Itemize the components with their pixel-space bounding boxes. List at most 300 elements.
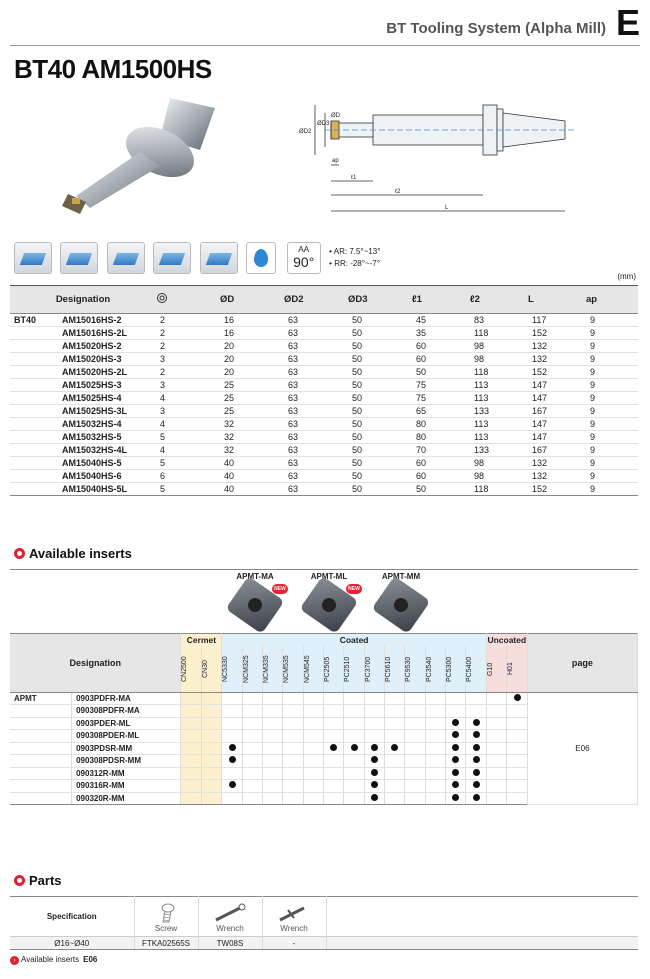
row-cell: 9 [586, 418, 638, 431]
grade-header: PC5610 [385, 646, 405, 693]
grade-cell [324, 767, 344, 780]
row-cell: 63 [284, 431, 348, 444]
availability-dot-icon [330, 744, 337, 751]
insert-designation: 090312R-MM [72, 767, 181, 780]
grade-cell [466, 692, 486, 705]
spec-body [10, 314, 638, 496]
row-cell: 3 [156, 379, 220, 392]
grade-cell [364, 692, 384, 705]
row-group [10, 418, 58, 431]
grade-cell [507, 792, 527, 805]
grade-cell [201, 717, 221, 730]
page-title: BT40 AM1500HS [14, 54, 212, 84]
grade-cell [242, 780, 262, 793]
grade-cell [466, 730, 486, 743]
grade-cell [283, 717, 303, 730]
grade-cell [446, 755, 466, 768]
row-cell: 9 [586, 327, 638, 340]
row-designation: AM15032HS-4L [58, 444, 156, 457]
insert-designation: 0903PDFR-MA [72, 692, 181, 705]
row-cell: 9 [586, 392, 638, 405]
table-row [10, 392, 638, 405]
grade-cell [486, 717, 506, 730]
grade-cell [283, 755, 303, 768]
row-cell: 132 [528, 457, 586, 470]
grade-cell [222, 717, 242, 730]
grade-cell [466, 705, 486, 718]
row-group [10, 444, 58, 457]
row-cell: 50 [348, 444, 412, 457]
row-cell: 32 [220, 444, 284, 457]
col-d2: ØD2 [284, 286, 348, 314]
row-cell: 50 [348, 327, 412, 340]
grade-cell [466, 755, 486, 768]
row-cell: 50 [348, 470, 412, 483]
row-cell: 50 [348, 457, 412, 470]
table-row [10, 327, 638, 340]
cat-uncoated: Uncoated [487, 634, 527, 645]
grade-cell [425, 730, 445, 743]
row-cell: 63 [284, 392, 348, 405]
row-cell: 60 [412, 353, 470, 366]
grade-cell [344, 780, 364, 793]
grade-cell [222, 792, 242, 805]
row-cell: 98 [470, 470, 528, 483]
row-cell: 83 [470, 314, 528, 327]
section-title: BT Tooling System (Alpha Mill) [386, 20, 606, 37]
grade-cell [181, 792, 201, 805]
grade-cell [364, 717, 384, 730]
row-designation: AM15016HS-2 [58, 314, 156, 327]
row-cell: 2 [156, 340, 220, 353]
row-designation: AM15020HS-3 [58, 353, 156, 366]
grade-cell [446, 717, 466, 730]
row-cell: 2 [156, 314, 220, 327]
grade-cell [263, 755, 283, 768]
row-cell: 167 [528, 405, 586, 418]
grade-cell [405, 767, 425, 780]
axial-rake: • AR: 7.5°~13° [329, 247, 381, 256]
availability-dot-icon [473, 731, 480, 738]
availability-dot-icon [391, 744, 398, 751]
grade-cell [425, 717, 445, 730]
grade-cell [385, 767, 405, 780]
grade-header: PC3700 [364, 646, 384, 693]
row-cell: 63 [284, 405, 348, 418]
grade-cell [344, 717, 364, 730]
grade-cell [507, 742, 527, 755]
grade-cell [385, 705, 405, 718]
row-cell: 132 [528, 353, 586, 366]
grade-cell [324, 742, 344, 755]
row-cell: 20 [220, 353, 284, 366]
grade-cell [181, 730, 201, 743]
grade-cell [181, 705, 201, 718]
grade-cell [324, 792, 344, 805]
grade-cell [222, 730, 242, 743]
grade-cell [466, 767, 486, 780]
row-cell: 60 [412, 340, 470, 353]
grade-header: NCM335 [263, 646, 283, 693]
availability-dot-icon [371, 769, 378, 776]
grade-cell [222, 705, 242, 718]
slotting-icon [107, 242, 145, 274]
table-row [10, 692, 638, 705]
grade-cell [344, 755, 364, 768]
row-designation: AM15040HS-5L [58, 483, 156, 496]
grade-header: G10 [486, 646, 506, 693]
grade-cell [466, 780, 486, 793]
row-cell: 40 [220, 470, 284, 483]
row-cell: 80 [412, 431, 470, 444]
grade-cell [283, 792, 303, 805]
grade-cell [344, 730, 364, 743]
grade-cell [466, 742, 486, 755]
grade-cell [283, 730, 303, 743]
label-ap: ap [332, 158, 339, 164]
grade-cell [405, 705, 425, 718]
parts-spec-value: Ø16~Ø40 [10, 937, 134, 950]
row-cell: 133 [470, 444, 528, 457]
row-cell: 9 [586, 405, 638, 418]
table-row [10, 457, 638, 470]
row-cell: 147 [528, 418, 586, 431]
grade-cell [425, 792, 445, 805]
row-cell: 25 [220, 392, 284, 405]
grade-cell [242, 692, 262, 705]
row-group [10, 792, 72, 805]
label-d2: ØD2 [299, 129, 312, 135]
row-cell: 98 [470, 353, 528, 366]
grade-header: H01 [507, 646, 527, 693]
grade-cell [446, 767, 466, 780]
row-cell: 113 [470, 418, 528, 431]
row-cell: 75 [412, 392, 470, 405]
inserts-section-title: Available inserts [14, 546, 132, 561]
row-cell: 113 [470, 431, 528, 444]
grade-cell [364, 792, 384, 805]
coolant-drop-icon [246, 242, 276, 274]
page-header [0, 0, 650, 48]
insert-designation: 0903PDSR-MM [72, 742, 181, 755]
availability-dot-icon [452, 794, 459, 801]
wrench-icon [210, 902, 250, 924]
face-milling-icon [14, 242, 52, 274]
grade-cell [242, 767, 262, 780]
row-cell: 63 [284, 457, 348, 470]
insert-designation: 090320R-MM [72, 792, 181, 805]
table-row [10, 353, 638, 366]
row-cell: 4 [156, 444, 220, 457]
availability-dot-icon [371, 794, 378, 801]
table-row [10, 340, 638, 353]
grade-cell [242, 755, 262, 768]
grade-cell [405, 692, 425, 705]
availability-dot-icon [371, 781, 378, 788]
grade-cell [201, 792, 221, 805]
grade-cell [446, 742, 466, 755]
parts-section-title: Parts [14, 873, 62, 888]
col-d3: ØD3 [348, 286, 412, 314]
row-cell: 75 [412, 379, 470, 392]
row-cell: 3 [156, 353, 220, 366]
row-cell: 117 [528, 314, 586, 327]
grade-cell [263, 692, 283, 705]
insert-images [10, 569, 638, 633]
row-group: BT40 [10, 314, 58, 327]
row-group [10, 327, 58, 340]
row-cell: 2 [156, 327, 220, 340]
grade-cell [242, 792, 262, 805]
availability-dot-icon [452, 731, 459, 738]
grade-cell [486, 692, 506, 705]
grade-cell [242, 717, 262, 730]
availability-dot-icon [371, 756, 378, 763]
grade-cell [222, 767, 242, 780]
ramping-icon [153, 242, 191, 274]
row-cell: 25 [220, 405, 284, 418]
grade-cell [263, 780, 283, 793]
grade-header: PC5400 [466, 646, 486, 693]
row-cell: 9 [586, 366, 638, 379]
row-group [10, 431, 58, 444]
row-cell: 132 [528, 470, 586, 483]
row-cell: 3 [156, 405, 220, 418]
grade-header: PC5300 [446, 646, 466, 693]
grade-cell [486, 742, 506, 755]
grade-cell [283, 742, 303, 755]
row-cell: 9 [586, 444, 638, 457]
grade-cell [283, 780, 303, 793]
footer-link[interactable]: › Available inserts E06 [10, 955, 97, 965]
availability-dot-icon [452, 744, 459, 751]
grade-cell [486, 780, 506, 793]
row-cell: 16 [220, 314, 284, 327]
grade-cell [364, 767, 384, 780]
table-row [10, 405, 638, 418]
grade-cell [181, 780, 201, 793]
radial-rake: • RR: -28°~-7° [329, 259, 380, 268]
row-cell: 63 [284, 444, 348, 457]
col-d: ØD [220, 286, 284, 314]
table-row [10, 470, 638, 483]
label-l1: ℓ1 [351, 175, 357, 181]
cat-cermet: Cermet [181, 634, 222, 646]
unit-label: (mm) [617, 272, 636, 281]
row-cell: 60 [412, 470, 470, 483]
grade-cell [201, 705, 221, 718]
table-row [10, 366, 638, 379]
grade-cell [385, 742, 405, 755]
grade-cell [507, 767, 527, 780]
spec-header-row [10, 286, 638, 314]
grade-cell [344, 705, 364, 718]
row-group [10, 340, 58, 353]
grade-cell [446, 792, 466, 805]
grade-cell [466, 792, 486, 805]
grade-cell [405, 780, 425, 793]
grade-cell [263, 792, 283, 805]
availability-dot-icon [514, 694, 521, 701]
grade-cell [486, 792, 506, 805]
grade-cell [283, 705, 303, 718]
table-row [10, 431, 638, 444]
grade-header: CN30 [201, 646, 221, 693]
row-cell: 80 [412, 418, 470, 431]
parts-torx-code: - [262, 937, 326, 950]
grade-cell [425, 742, 445, 755]
inserts-body [10, 692, 638, 805]
grade-cell [263, 730, 283, 743]
availability-dot-icon [351, 744, 358, 751]
row-cell: 65 [412, 405, 470, 418]
availability-dot-icon [473, 744, 480, 751]
grade-cell [507, 730, 527, 743]
row-cell: 9 [586, 314, 638, 327]
insert-designation: 090308PDFR-MA [72, 705, 181, 718]
spec-table [10, 285, 638, 496]
grade-cell [324, 705, 344, 718]
col-teeth-icon [156, 286, 220, 314]
row-cell: 152 [528, 483, 586, 496]
row-cell: 50 [348, 366, 412, 379]
col-l1: ℓ1 [412, 286, 470, 314]
availability-dot-icon [452, 719, 459, 726]
grade-cell [446, 692, 466, 705]
grade-cell [242, 705, 262, 718]
row-cell: 9 [586, 340, 638, 353]
torx-wrench-icon [274, 902, 314, 924]
insert-designation: 090308PDER-ML [72, 730, 181, 743]
row-cell: 63 [284, 314, 348, 327]
row-cell: 4 [156, 418, 220, 431]
grade-cell [425, 755, 445, 768]
row-cell: 50 [348, 340, 412, 353]
grade-cell [344, 767, 364, 780]
row-designation: AM15032HS-4 [58, 418, 156, 431]
technical-drawing [295, 95, 585, 225]
row-cell: 63 [284, 483, 348, 496]
grade-cell [507, 717, 527, 730]
row-cell: 25 [220, 379, 284, 392]
grade-cell [242, 730, 262, 743]
grade-cell [385, 792, 405, 805]
grade-cell [201, 692, 221, 705]
row-group [10, 767, 72, 780]
grade-cell [201, 742, 221, 755]
grade-cell [263, 717, 283, 730]
ins-col-page: page [527, 634, 637, 693]
row-group [10, 392, 58, 405]
row-cell: 98 [470, 340, 528, 353]
grade-cell [324, 780, 344, 793]
row-cell: 50 [348, 405, 412, 418]
grade-cell [364, 780, 384, 793]
row-cell: 118 [470, 327, 528, 340]
row-cell: 50 [348, 418, 412, 431]
row-cell: 70 [412, 444, 470, 457]
grade-header: PC9530 [405, 646, 425, 693]
parts-wrench-code: TW08S [198, 937, 262, 950]
availability-dot-icon [229, 781, 236, 788]
grade-header: NCM545 [303, 646, 323, 693]
row-group [10, 457, 58, 470]
row-designation: AM15025HS-3 [58, 379, 156, 392]
row-cell: 50 [348, 379, 412, 392]
teeth-count-icon [156, 292, 168, 304]
col-designation: Designation [10, 286, 156, 314]
grade-cell [263, 767, 283, 780]
row-cell: 40 [220, 457, 284, 470]
row-cell: 50 [348, 483, 412, 496]
grade-cell [425, 692, 445, 705]
grade-cell [446, 705, 466, 718]
pocketing-icon [200, 242, 238, 274]
grade-cell [364, 705, 384, 718]
row-cell: 113 [470, 392, 528, 405]
row-cell: 132 [528, 340, 586, 353]
grade-cell [181, 742, 201, 755]
table-row [10, 314, 638, 327]
insert-image-apmt-mm: APMT-MM [366, 570, 436, 625]
parts-tool-torx-wrench: Wrench [262, 897, 326, 937]
row-designation: AM15032HS-5 [58, 431, 156, 444]
grade-cell [507, 705, 527, 718]
table-row [10, 483, 638, 496]
page-reference: E06 [527, 692, 637, 805]
grade-cell [507, 780, 527, 793]
row-cell: 45 [412, 314, 470, 327]
label-length: L [445, 205, 449, 211]
col-ap: ap [586, 286, 638, 314]
label-d3: ØD3 [317, 121, 330, 127]
col-l2: ℓ2 [470, 286, 528, 314]
row-cell: 5 [156, 431, 220, 444]
row-cell: 133 [470, 405, 528, 418]
grade-cell [385, 730, 405, 743]
grade-cell [283, 767, 303, 780]
table-row [10, 444, 638, 457]
insert-designation: 090308PDSR-MM [72, 755, 181, 768]
grade-cell [446, 780, 466, 793]
row-cell: 50 [348, 353, 412, 366]
grade-cell [181, 692, 201, 705]
grade-cell [222, 742, 242, 755]
row-cell: 9 [586, 483, 638, 496]
row-cell: 9 [586, 431, 638, 444]
parts-spec-header: Specification [10, 897, 134, 937]
availability-dot-icon [229, 756, 236, 763]
section-letter: E [615, 2, 640, 43]
row-cell: 63 [284, 418, 348, 431]
grade-cell [486, 755, 506, 768]
grade-header: PC2510 [344, 646, 364, 693]
row-cell: 50 [348, 431, 412, 444]
row-group [10, 405, 58, 418]
grade-cell [425, 780, 445, 793]
grade-cell [303, 730, 323, 743]
row-cell: 63 [284, 327, 348, 340]
insert-image-apmt-ma: APMT-MA NEW [220, 570, 290, 625]
row-designation: AM15040HS-5 [58, 457, 156, 470]
grade-cell [385, 692, 405, 705]
row-group [10, 717, 72, 730]
new-badge: NEW [272, 584, 288, 594]
insert-image-apmt-ml: APMT-ML NEW [294, 570, 364, 625]
row-cell: 20 [220, 340, 284, 353]
row-cell: 152 [528, 366, 586, 379]
grade-cell [181, 717, 201, 730]
